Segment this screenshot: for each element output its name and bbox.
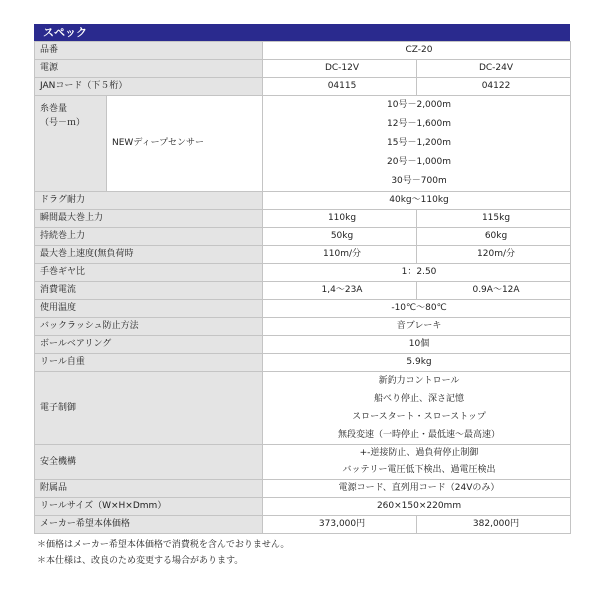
- row-value: 5.9kg: [263, 354, 571, 372]
- capacity-line: 15号－1,200m: [387, 138, 452, 148]
- row-value: CZ-20: [263, 42, 571, 60]
- row-label: 持続巻上力: [35, 228, 263, 246]
- table-row-max-speed: [35, 246, 571, 264]
- line-capacity-unit: （号－ｍ）: [40, 118, 86, 128]
- table-row-drag: [35, 192, 571, 210]
- row-value: 音ブレーキ: [263, 318, 571, 336]
- row-value: 260×150×220mm: [263, 498, 571, 516]
- row-label: 使用温度: [35, 300, 263, 318]
- table-row-temp: [35, 300, 571, 318]
- table-row-size: [35, 498, 571, 516]
- row-value: 10個: [263, 336, 571, 354]
- row-value-12v: 110m/分: [263, 246, 417, 264]
- table-row-power: [35, 60, 571, 78]
- row-label: ボールベアリング: [35, 336, 263, 354]
- row-label: 電子制御: [35, 372, 263, 445]
- row-label: JANコード（下５桁）: [35, 78, 263, 96]
- table-row-model: [35, 42, 571, 60]
- note-price: ＊価格はメーカー希望本体価格で消費税を含んでおりません。: [37, 540, 290, 550]
- row-value-24v: 04122: [417, 78, 571, 96]
- row-label: 電源: [35, 60, 263, 78]
- table-row-safety: [35, 445, 571, 480]
- row-value-24v: 382,000円: [417, 516, 571, 534]
- notes: [34, 537, 570, 569]
- electronic-line: 無段変速（一時停止・最低速〜最高速）: [338, 430, 501, 440]
- row-value: -10℃〜80℃: [263, 300, 571, 318]
- row-label: 品番: [35, 42, 263, 60]
- capacity-line: 20号－1,000m: [387, 157, 452, 167]
- safety-line: バッテリー電圧低下検出、過電圧検出: [342, 465, 496, 475]
- table-row-price: [35, 516, 571, 534]
- row-value: [263, 96, 571, 192]
- row-value: 1：2.50: [263, 264, 571, 282]
- line-capacity-label: 糸巻量: [40, 104, 68, 114]
- row-label: メーカー希望本体価格: [35, 516, 263, 534]
- table-row-gear: [35, 264, 571, 282]
- row-value-12v: 373,000円: [263, 516, 417, 534]
- spec-title: スペック: [34, 24, 570, 41]
- row-value-24v: 120m/分: [417, 246, 571, 264]
- table-row-current: [35, 282, 571, 300]
- note-spec-change: ＊本仕様は、改良のため変更する場合があります。: [37, 556, 244, 566]
- capacity-line: 10号－2,000m: [387, 100, 452, 110]
- row-value-12v: DC-12V: [263, 60, 417, 78]
- sensor-model: NEWディープセンサー: [107, 96, 263, 192]
- table-row-jan: [35, 78, 571, 96]
- row-label: 手巻ギヤ比: [35, 264, 263, 282]
- table-row-electronic: [35, 372, 571, 445]
- electronic-line: 船べり停止、深さ記憶: [374, 394, 465, 404]
- electronic-line: スロースタート・スローストップ: [352, 412, 486, 422]
- row-value-24v: 115kg: [417, 210, 571, 228]
- table-row-accessories: [35, 480, 571, 498]
- capacity-line: 30号－700m: [391, 176, 447, 186]
- row-label: [35, 96, 107, 192]
- table-row-sustained: [35, 228, 571, 246]
- table-row-bearing: [35, 336, 571, 354]
- table-row-line-capacity: [35, 96, 571, 192]
- table-row-weight: [35, 354, 571, 372]
- row-label: 瞬間最大巻上力: [35, 210, 263, 228]
- row-value-24v: 60kg: [417, 228, 571, 246]
- table-row-max-winding: [35, 210, 571, 228]
- safety-line: +-逆接防止、過負荷停止制御: [359, 448, 479, 458]
- spec-table: [34, 41, 571, 534]
- electronic-line: 新釣力コントロール: [378, 376, 460, 386]
- row-label: 消費電流: [35, 282, 263, 300]
- row-label: リール自重: [35, 354, 263, 372]
- row-value-24v: 0.9A〜12A: [417, 282, 571, 300]
- row-value-12v: 110kg: [263, 210, 417, 228]
- row-value: [263, 445, 571, 480]
- row-value-12v: 1,4〜23A: [263, 282, 417, 300]
- row-value-12v: 04115: [263, 78, 417, 96]
- capacity-line: 12号－1,600m: [387, 119, 452, 129]
- spec-section: [34, 24, 570, 569]
- table-row-backlash: [35, 318, 571, 336]
- row-label: 附属品: [35, 480, 263, 498]
- row-value: [263, 372, 571, 445]
- row-label: リールサイズ（W×H×Dmm）: [35, 498, 263, 516]
- row-value: 電源コード、直列用コード（24Vのみ）: [263, 480, 571, 498]
- row-value-12v: 50kg: [263, 228, 417, 246]
- row-label: 安全機構: [35, 445, 263, 480]
- row-label: バックラッシュ防止方法: [35, 318, 263, 336]
- row-value-24v: DC-24V: [417, 60, 571, 78]
- row-label: 最大巻上速度(無負荷時: [35, 246, 263, 264]
- row-label: ドラグ耐力: [35, 192, 263, 210]
- row-value: 40kg〜110kg: [263, 192, 571, 210]
